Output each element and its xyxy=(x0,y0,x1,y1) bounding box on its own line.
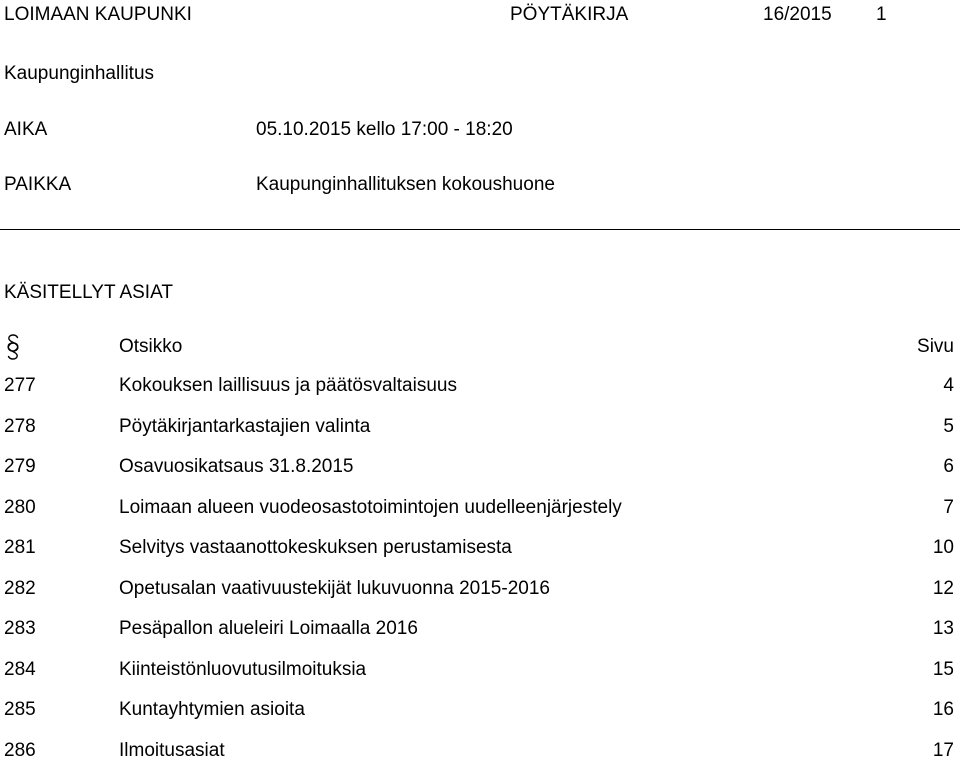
section-sign-icon xyxy=(6,334,20,360)
agenda-row xyxy=(0,457,960,481)
agenda-item-title: Ilmoitusasiat xyxy=(119,740,225,761)
agenda-item-page: 10 xyxy=(932,537,954,558)
agenda-row xyxy=(0,741,960,765)
agenda-item-title: Loimaan alueen vuodeosastotoimintojen uudelleenjärjestely xyxy=(119,497,622,518)
agenda-item-page: 13 xyxy=(932,618,954,639)
document-number: 16/2015 xyxy=(763,4,832,25)
agenda-row xyxy=(0,498,960,522)
governing-body: Kaupunginhallitus xyxy=(4,63,155,84)
agenda-item-title: Osavuosikatsaus 31.8.2015 xyxy=(119,456,354,477)
agenda-item-page: 15 xyxy=(932,659,954,680)
agenda-item-number: 278 xyxy=(4,416,36,437)
agenda-item-title: Pöytäkirjantarkastajien valinta xyxy=(119,416,371,437)
agenda-item-title: Kokouksen laillisuus ja päätösvaltaisuus xyxy=(119,375,457,396)
agenda-row xyxy=(0,700,960,724)
agenda-item-title: Selvitys vastaanottokeskuksen perustamisesta xyxy=(119,537,512,558)
place-value: Kaupunginhallituksen kokoushuone xyxy=(256,174,555,195)
agenda-row xyxy=(0,619,960,643)
agenda-row xyxy=(0,538,960,562)
agenda-row xyxy=(0,376,960,400)
time-value: 05.10.2015 kello 17:00 - 18:20 xyxy=(256,119,513,140)
section-title: KÄSITELLYT ASIAT xyxy=(4,282,173,303)
agenda-row xyxy=(0,660,960,684)
agenda-item-title: Kuntayhtymien asioita xyxy=(119,699,305,720)
agenda-row xyxy=(0,417,960,441)
agenda-item-number: 280 xyxy=(4,497,36,518)
horizontal-divider xyxy=(0,229,960,230)
agenda-item-number: 286 xyxy=(4,740,36,761)
agenda-item-page: 17 xyxy=(932,740,954,761)
agenda-row xyxy=(0,579,960,603)
agenda-item-title: Pesäpallon alueleiri Loimaalla 2016 xyxy=(119,618,418,639)
agenda-item-title: Kiinteistönluovutusilmoituksia xyxy=(119,659,367,680)
agenda-item-page: 12 xyxy=(932,578,954,599)
agenda-item-page: 6 xyxy=(943,456,954,477)
page-number: 1 xyxy=(876,4,887,25)
agenda-item-number: 282 xyxy=(4,578,36,599)
column-header-page: Sivu xyxy=(917,336,954,357)
agenda-item-page: 16 xyxy=(932,699,954,720)
agenda-item-title: Opetusalan vaativuustekijät lukuvuonna 2015-2016 xyxy=(119,578,550,599)
document-type: PÖYTÄKIRJA xyxy=(510,4,629,25)
organization-name: LOIMAAN KAUPUNKI xyxy=(4,4,192,25)
agenda-item-number: 279 xyxy=(4,456,36,477)
place-label: PAIKKA xyxy=(4,174,72,195)
agenda-item-number: 283 xyxy=(4,618,36,639)
agenda-item-page: 4 xyxy=(943,375,954,396)
agenda-item-page: 5 xyxy=(943,416,954,437)
agenda-item-number: 284 xyxy=(4,659,36,680)
time-label: AIKA xyxy=(4,119,48,140)
column-header-title: Otsikko xyxy=(119,336,183,357)
agenda-item-page: 7 xyxy=(943,497,954,518)
agenda-item-number: 277 xyxy=(4,375,36,396)
agenda-item-number: 281 xyxy=(4,537,36,558)
agenda-item-number: 285 xyxy=(4,699,36,720)
